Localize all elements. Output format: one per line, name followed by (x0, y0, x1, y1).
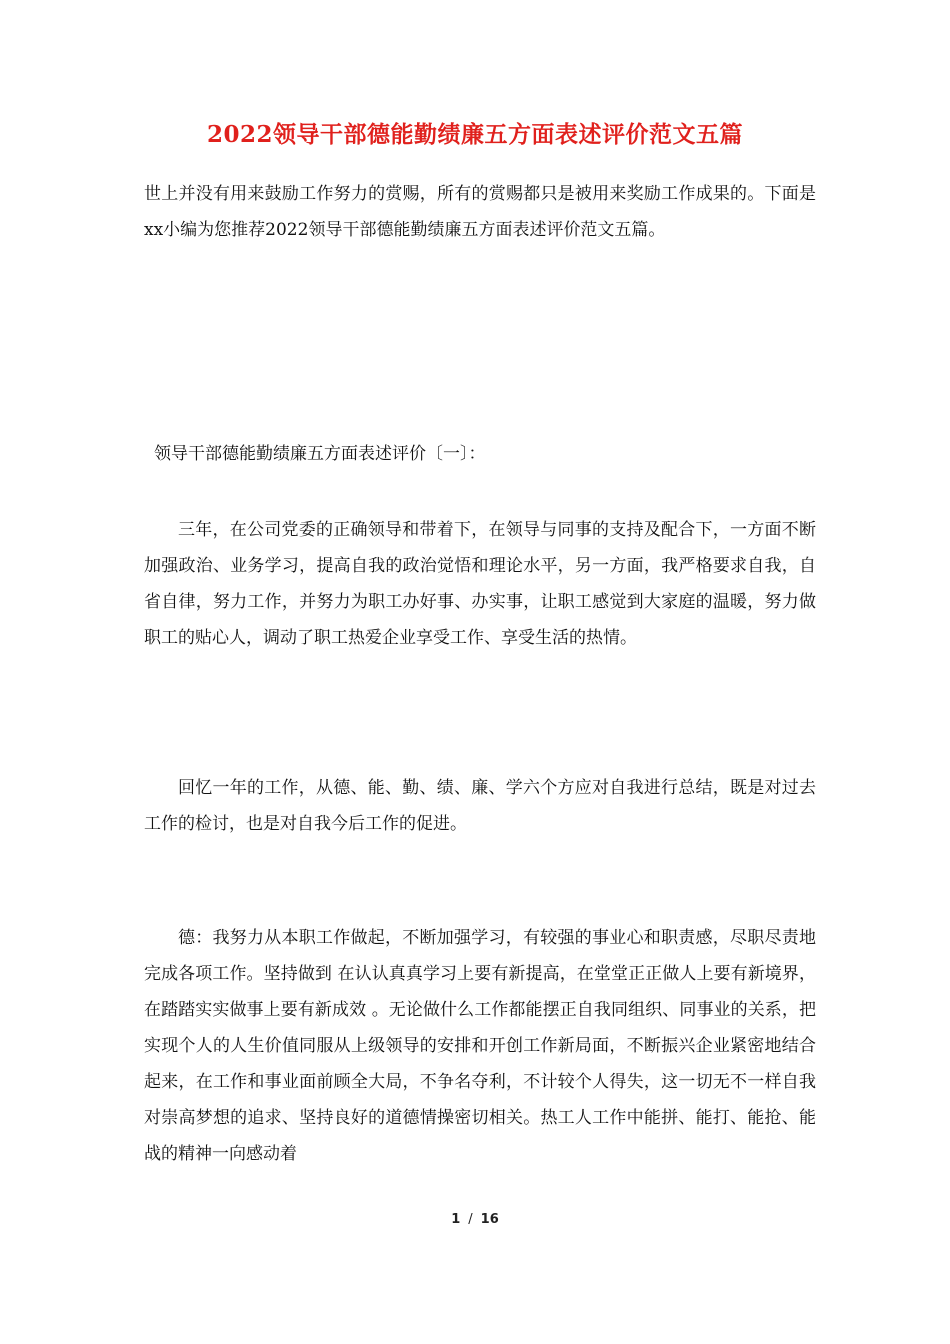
intro-paragraph: 世上并没有用来鼓励工作努力的赏赐，所有的赏赐都只是被用来奖励工作成果的。下面是xx小编为您推荐2022领导干部德能勤绩廉五方面表述评价范文五篇。 (144, 184, 816, 240)
body-paragraph-3: 德：我努力从本职工作做起，不断加强学习，有较强的事业心和职责感，尽职尽责地完成各项工作。坚持做到 在认认真真学习上要有新提高，在堂堂正正做人上要有新境界，在踏踏实实做事上要有新成效 。无论做什么工作都能摆正自我同组织、同事业的关系，把实现个人的人生价值同服从上级领导的安排和开创工作新局面，不断振兴企业紧密地结合起来，在工作和事业面前顾全大局，不争名夺利，不计较个人得失，这一切无不一样自我对崇高梦想的追求、坚持良好的道德情操密切相关。热工人工作中能拼、能打、能抢、能战的精神一向感动着 (144, 928, 816, 1164)
body-paragraph-1: 三年，在公司党委的正确领导和带着下，在领导与同事的支持及配合下，一方面不断加强政治、业务学习，提高自我的政治觉悟和理论水平，另一方面，我严格要求自我，自省自律，努力工作，并努力为职工办好事、办实事，让职工感觉到大家庭的温暖，努力做职工的贴心人，调动了职工热爱企业享受工作、享受生活的热情。 (144, 520, 816, 648)
page-number-footer (0, 1212, 950, 1227)
page-separator: / (468, 1212, 473, 1227)
total-pages-number: 16 (480, 1212, 499, 1227)
section-heading: 领导干部德能勤绩廉五方面表述评价〔一〕： (154, 444, 486, 464)
document-title: 2022领导干部德能勤绩廉五方面表述评价范文五篇 (206, 121, 743, 148)
current-page-number: 1 (451, 1212, 461, 1227)
body-paragraph-2: 回忆一年的工作，从德、能、勤、绩、廉、学六个方应对自我进行总结，既是对过去工作的检讨，也是对自我今后工作的促进。 (144, 778, 816, 834)
